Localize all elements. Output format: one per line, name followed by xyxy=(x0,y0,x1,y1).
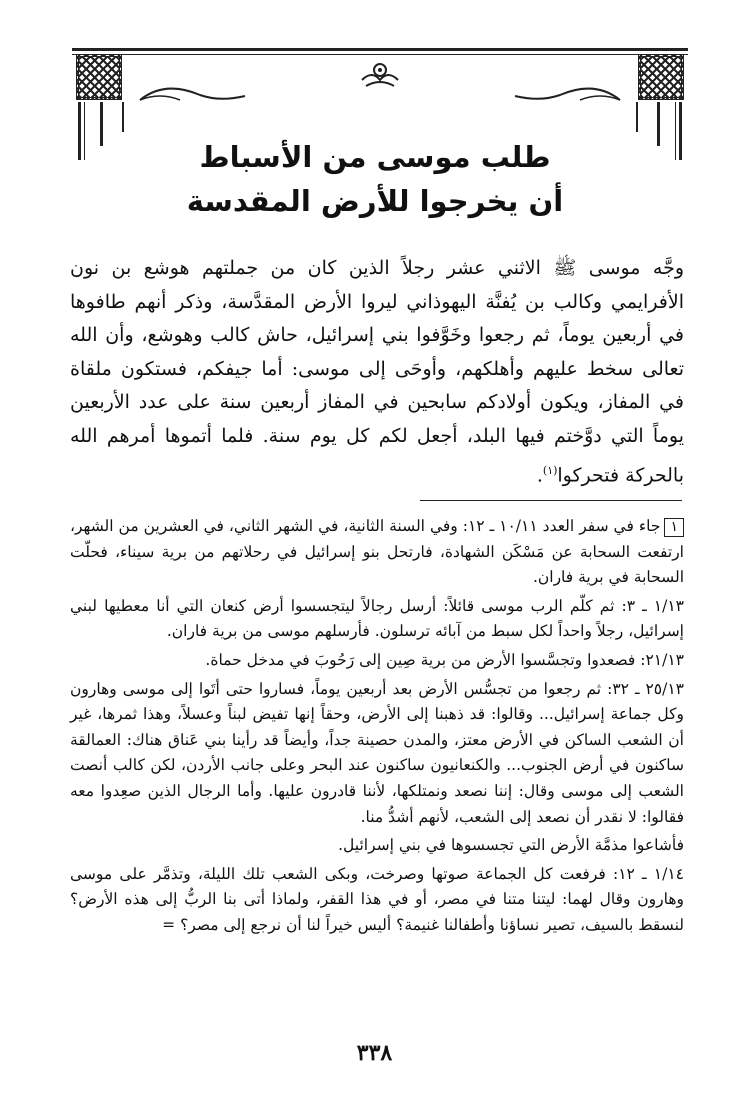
main-paragraph xyxy=(70,252,684,492)
footnote-text: ١/١٤ ـ ١٢: فرفعت كل الجماعة صوتها وصرخت، وبكى الشعب تلك الليلة، وتذمَّر على موسى وهارون وقال لهما: ليتنا متنا في مصر، أو في هذا القفر، ولماذا أتى بنا الربُّ إلى هذه الأرض؟ لنسقط بالسيف، تصير نساؤنا وأطفالنا غنيمة؟ أليس خيراً لنا أن نرجع إلى مصر؟ = xyxy=(70,864,684,934)
footnote-item xyxy=(70,514,684,591)
chapter-title-line-1: طلب موسى من الأسباط xyxy=(199,140,551,174)
footnote-reference: (١) xyxy=(542,463,558,477)
footnote-item xyxy=(70,862,684,939)
center-floral-icon xyxy=(358,56,402,92)
footnote-text: جاء في سفر العدد ١٠/١١ ـ ١٢: وفي السنة الثانية، في الشهر الثاني، في العشرين من الشهر، ارتفعت السحابة عن مَسْكَن الشهادة، فارتحل بنو إسرائيل في رحلاتهم من برية سيناء، فحلّت السحابة في برية فاران. xyxy=(70,517,684,587)
footnote-marker: ١ xyxy=(664,518,684,537)
footnote-text: فأشاعوا مذمَّة الأرض التي تجسسوها في بني إسرائيل. xyxy=(338,836,684,855)
main-paragraph-text: وجَّه موسى ﷺ الاثني عشر رجلاً الذين كان من جملتهم هوشع بن نون الأفرايمي وكالب بن يُفنَّة اليهوذاني ليروا الأرض المقدَّسة، وذكر أنهم طافوها في أربعين يوماً، ثم رجعوا وخَوَّفوا بني إسرائيل، حاش كالب وهوشع، وأن الله تعالى سخط عليهم وأهلكهم، وأوحَى إلى موسى: أما جيفكم، فستكون ملقاة في المفاز، ويكون أولادكم سابحين في المفاز أربعين سنة على عدد الأربعين يوماً التي دوَّختم فيها البلد، أجعل لكم كل يوم سنة. فلما أتموها أمرهم الله بالحركة فتحركوا xyxy=(70,257,684,486)
footnote-item xyxy=(70,594,684,645)
footnotes xyxy=(70,514,684,942)
footnote-item xyxy=(70,833,684,859)
paragraph-end: . xyxy=(536,463,543,486)
footnote-item xyxy=(70,677,684,831)
chapter-title-line-2: أن يخرجوا للأرض المقدسة xyxy=(186,184,564,218)
left-ornament-icon xyxy=(76,54,122,100)
footnote-text: ٢٥/١٣ ـ ٣٢: ثم رجعوا من تجسُّس الأرض بعد أربعين يوماً، فساروا حتى أتَوا إلى موسى وهارون وكل جماعة إسرائيل... وقالوا: قد ذهبنا إلى الأرض، وحقاً إنها تفيض لبناً وعسلاً، وهذا ثمرها، غير أن الشعب الساكن في الأرض معتز، والمدن حصينة جداً، وأيضاً قد رأينا بني عَناق هناك: العمالقة ساكنون في أرض الجنوب... والكنعانيون ساكنون عند البحر وعلى جانب الأردن، لكن كالب أنصت الشعب إلى موسى وقال: إننا نصعد ونمتلكها، لأننا قادرون عليها. وأما الرجال الذين صعِدوا معه فقالوا: لا نقدر أن نصعد إلى الشعب، لأنهم أشدُّ منا. xyxy=(70,679,684,826)
footnote-item xyxy=(70,648,684,674)
page-number: ٣٣٨ xyxy=(356,1040,393,1066)
right-ornament-icon xyxy=(638,54,684,100)
footnote-separator xyxy=(420,500,682,501)
footnote-text: ٢١/١٣: فصعدوا وتجسَّسوا الأرض من برية صِين إلى رَحُوبَ في مدخل حماة. xyxy=(205,650,684,669)
footnote-text: ١/١٣ ـ ٣: ثم كلّم الرب موسى قائلاً: أرسل رجالاً ليتجسسوا أرض كنعان التي أنا معطيها لبني إسرائيل، رجلاً واحداً لكل سبط من آبائه ترسلون. فأرسلهم موسى من برية فاران. xyxy=(70,596,684,641)
